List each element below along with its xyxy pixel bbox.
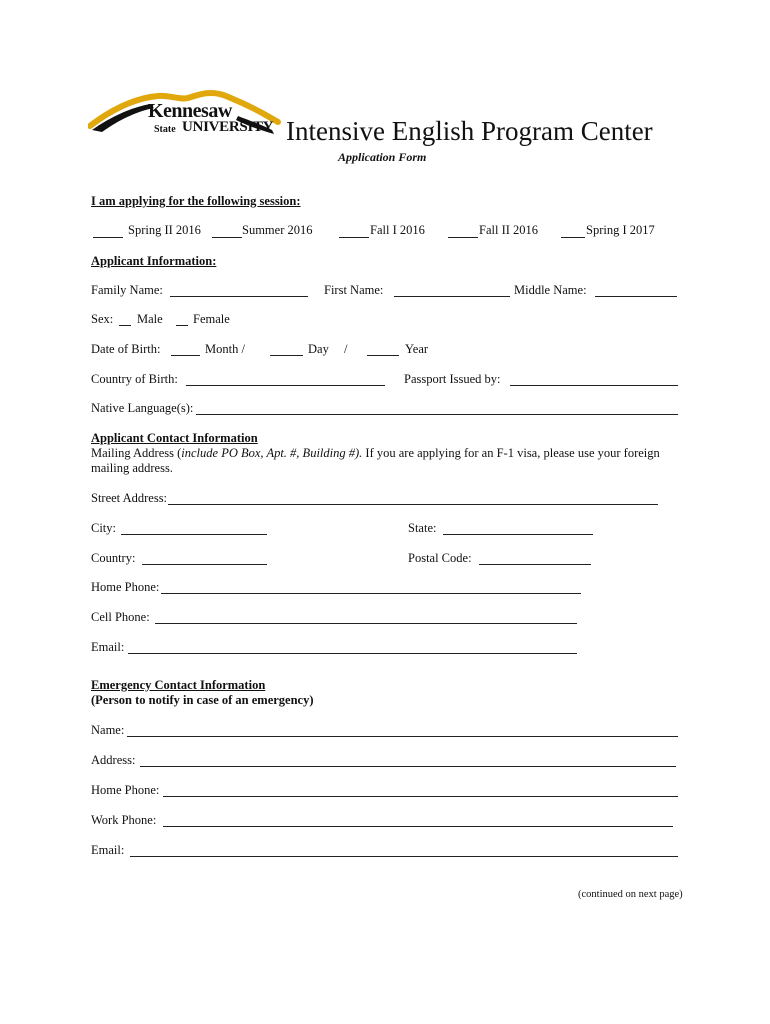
kennesaw-state-logo (88, 86, 288, 146)
sex-male-label: Male (137, 312, 163, 326)
country-label: Country: (91, 551, 136, 565)
street-address-field[interactable] (168, 490, 658, 505)
middle-name-field[interactable] (595, 282, 677, 297)
session-spring-i-2017-field[interactable] (561, 223, 585, 238)
first-name-field[interactable] (394, 282, 510, 297)
country-of-birth-label: Country of Birth: (91, 372, 178, 386)
city-label: City: (91, 521, 117, 535)
emergency-home-phone-label: Home Phone: (91, 783, 160, 797)
email-label: Email: (91, 640, 125, 654)
emergency-work-phone-label: Work Phone: (91, 813, 157, 827)
sex-male-field[interactable] (119, 311, 131, 326)
first-name-label: First Name: (324, 283, 384, 297)
session-spring-i-2017-label: Spring I 2017 (586, 223, 655, 237)
city-field[interactable] (121, 520, 267, 535)
session-summer-2016-label: Summer 2016 (242, 223, 313, 237)
form-subtitle: Application Form (338, 150, 427, 164)
mailing-italic-text: include PO Box, Apt. #, Building #). (181, 446, 363, 460)
country-field[interactable] (142, 550, 267, 565)
logo-state-text: State (154, 124, 176, 135)
mailing-address-line2: mailing address. (91, 461, 173, 475)
session-fall-i-2016-label: Fall I 2016 (370, 223, 425, 237)
emergency-address-label: Address: (91, 753, 136, 767)
dob-month-field[interactable] (171, 341, 200, 356)
mailing-pre-text: Mailing Address ( (91, 446, 182, 460)
postal-code-label: Postal Code: (408, 551, 472, 565)
dob-day-field[interactable] (270, 341, 303, 356)
passport-field[interactable] (510, 371, 678, 386)
state-field[interactable] (443, 520, 593, 535)
sex-female-field[interactable] (176, 311, 188, 326)
cell-phone-label: Cell Phone: (91, 610, 150, 624)
emergency-subheading: (Person to notify in case of an emergency) (91, 693, 314, 707)
session-fall-ii-2016-label: Fall II 2016 (479, 223, 539, 237)
logo-kennesaw-text: Kennesaw (148, 100, 232, 122)
family-name-label: Family Name: (91, 283, 163, 297)
dob-slash: / (344, 342, 348, 356)
sex-female-label: Female (193, 312, 230, 326)
emergency-name-label: Name: (91, 723, 125, 737)
emergency-heading: Emergency Contact Information (91, 678, 266, 692)
mailing-post-text: If you are applying for an F-1 visa, please use your foreign (362, 446, 660, 460)
emergency-email-field[interactable] (130, 842, 678, 857)
dob-day-label: Day (308, 342, 329, 356)
native-language-label: Native Language(s): (91, 401, 194, 415)
emergency-home-phone-field[interactable] (163, 782, 678, 797)
native-language-field[interactable] (196, 400, 678, 415)
country-of-birth-field[interactable] (186, 371, 385, 386)
sex-label: Sex: (91, 312, 114, 326)
session-spring-ii-2016-label: Spring II 2016 (128, 223, 201, 237)
state-label: State: (408, 521, 437, 535)
contact-heading: Applicant Contact Information (91, 431, 258, 445)
dob-label: Date of Birth: (91, 342, 161, 356)
dob-month-label: Month / (205, 342, 245, 356)
dob-year-label: Year (405, 342, 429, 356)
session-heading: I am applying for the following session: (91, 194, 301, 208)
home-phone-label: Home Phone: (91, 580, 160, 594)
continued-note: (continued on next page) (578, 889, 683, 900)
cell-phone-field[interactable] (155, 609, 577, 624)
session-summer-2016-field[interactable] (212, 223, 242, 238)
emergency-address-field[interactable] (140, 752, 676, 767)
street-address-label: Street Address: (91, 491, 168, 505)
session-fall-ii-2016-field[interactable] (448, 223, 478, 238)
dob-year-field[interactable] (367, 341, 399, 356)
emergency-name-field[interactable] (127, 722, 678, 737)
session-spring-ii-2016-field[interactable] (93, 223, 123, 238)
email-field[interactable] (128, 639, 577, 654)
logo-university-text: UNIVERSITY (182, 119, 274, 135)
session-fall-i-2016-field[interactable] (339, 223, 369, 238)
home-phone-field[interactable] (161, 579, 581, 594)
emergency-email-label: Email: (91, 843, 125, 857)
family-name-field[interactable] (170, 282, 308, 297)
middle-name-label: Middle Name: (514, 283, 587, 297)
mailing-address-instructions (91, 446, 660, 461)
applicant-heading: Applicant Information: (91, 254, 217, 268)
postal-code-field[interactable] (479, 550, 591, 565)
emergency-work-phone-field[interactable] (163, 812, 673, 827)
page-title: Intensive English Program Center (286, 116, 653, 146)
passport-label: Passport Issued by: (404, 372, 501, 386)
